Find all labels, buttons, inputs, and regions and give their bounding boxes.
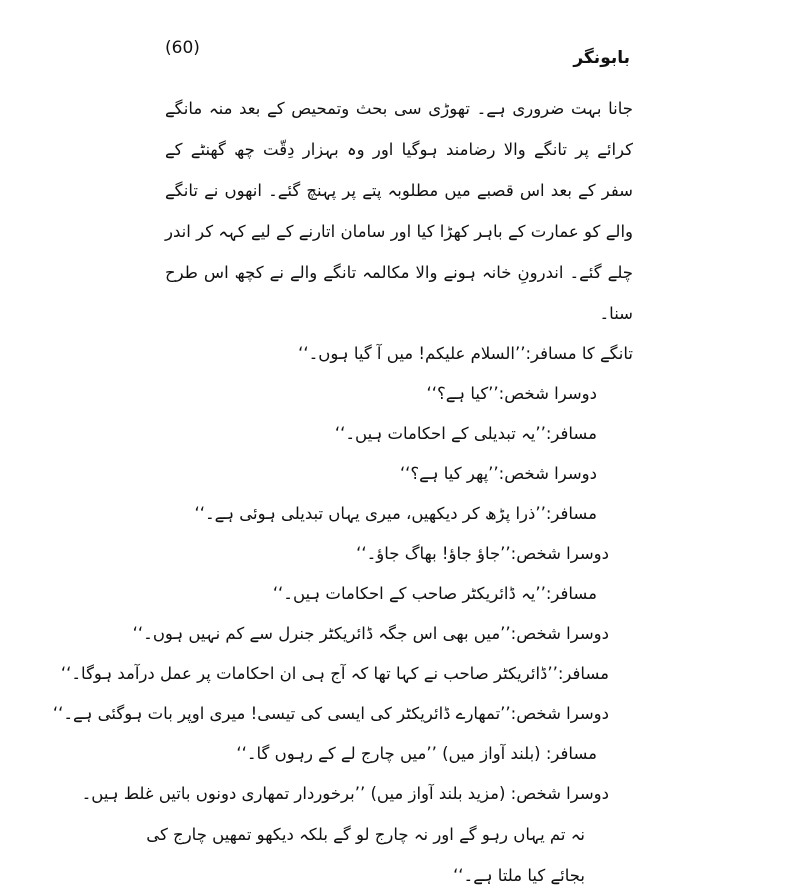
dialogue-line: دوسرا شخص:’’جاؤ جاؤ! بھاگ جاؤ۔‘‘ (356, 544, 609, 563)
dialogue-line: مسافر:’’ذرا پڑھ کر دیکھیں، میری یہاں تبدیلی ہوئی ہے۔‘‘ (194, 504, 597, 523)
dialogue-line: مسافر: (بلند آواز میں) ’’میں چارج لے کے رہوں گا۔‘‘ (236, 744, 597, 763)
running-title: بابونگر (573, 48, 630, 68)
dialogue-line: بجائے کیا ملتا ہے۔‘‘ (453, 866, 585, 885)
dialogue-line: مسافر:’’یہ ڈائریکٹر صاحب کے احکامات ہیں۔‘‘ (272, 584, 597, 603)
dialogue-line: مسافر:’’ڈائریکٹر صاحب نے کہا تھا کہ آج ہی ان احکامات پر عمل درآمد ہوگا۔‘‘ (60, 664, 609, 683)
dialogue-line: نہ تم یہاں رہو گے اور نہ چارج لو گے بلکہ دیکھو تمھیں چارج کی (146, 825, 585, 844)
page-header (165, 38, 630, 78)
dialogue-line: دوسرا شخص:’’پھر کیا ہے؟‘‘ (399, 464, 597, 483)
dialogue-line: دوسرا شخص:’’کیا ہے؟‘‘ (426, 384, 597, 403)
dialogue (52, 334, 633, 896)
intro-paragraph: جانا بہت ضروری ہے۔ تھوڑی سی بحث وتمحیص کے بعد منہ مانگے کرائے پر تانگے والا رضامند ہوگیا اور وہ بہزار دِقّت چھ گھنٹے کے سفر کے بعد اس قصبے میں مطلوبہ پتے پر پہنچ گئے۔ انھوں نے تانگے والے کو عمارت کے باہر کھڑا کیا اور سامان اتارنے کے لیے کہہ کر اندر چلے گئے۔ اندرونِ خانہ ہونے والا مکالمہ تانگے والے نے کچھ اس طرح سنا۔ (165, 99, 633, 323)
dialogue-line: دوسرا شخص:’’میں بھی اس جگہ ڈائریکٹر جنرل سے کم نہیں ہوں۔‘‘ (132, 624, 609, 643)
dialogue-line: دوسرا شخص:’’تمھارے ڈائریکٹر کی ایسی کی تیسی! میری اوپر بات ہوگئی ہے۔‘‘ (52, 704, 609, 723)
dialogue-line: مسافر:’’یہ تبدیلی کے احکامات ہیں۔‘‘ (334, 424, 597, 443)
body-text (52, 88, 633, 896)
page-number: (60) (165, 38, 200, 58)
dialogue-line: دوسرا شخص: (مزید بلند آواز میں) ’’برخوردار تمھاری دونوں باتیں غلط ہیں۔ (81, 784, 609, 803)
dialogue-line: تانگے کا مسافر:’’السلام علیکم! میں آ گیا ہوں۔‘‘ (298, 344, 633, 363)
